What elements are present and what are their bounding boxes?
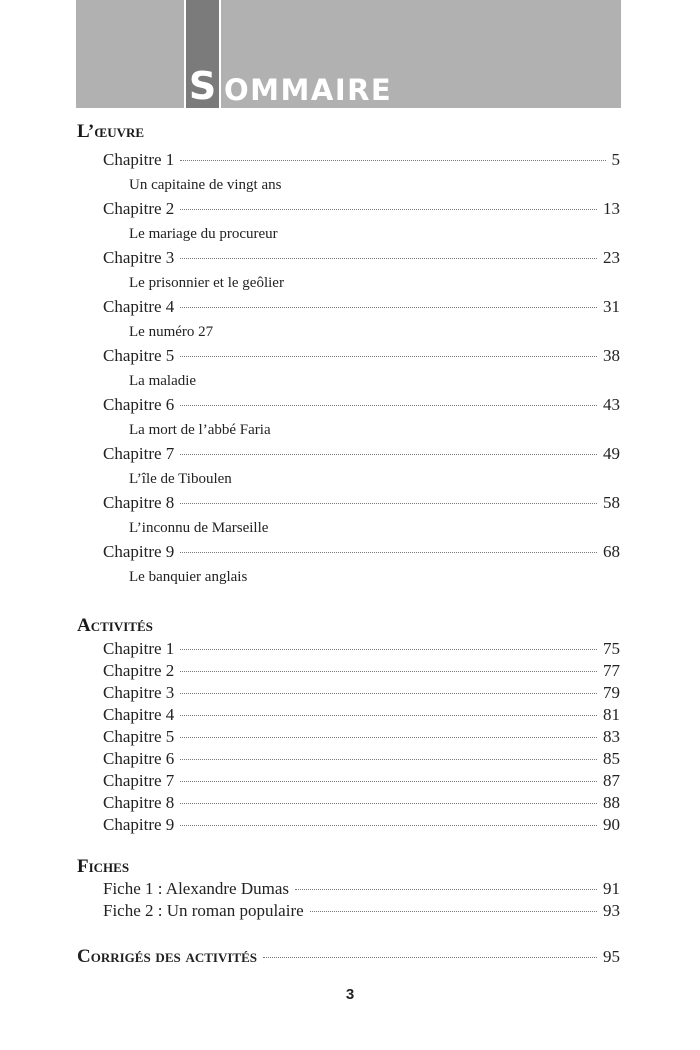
leader-dots [180,307,597,308]
toc-label: Fiche 1 : Alexandre Dumas [103,879,290,898]
toc-page: 68 [603,542,620,561]
toc-page: 43 [603,395,620,414]
toc-page: 87 [603,771,620,790]
section-title-fiches: Fiches [77,856,130,877]
toc-page: 13 [603,199,620,218]
toc-label: Chapitre 3 [103,248,175,267]
chapter-subtitle: La maladie [129,373,197,389]
toc-page: 81 [603,705,620,724]
toc-label: Chapitre 7 [103,444,175,463]
leader-dots [180,405,597,406]
toc-page: 58 [603,493,620,512]
toc-page: 91 [603,879,620,898]
leader-dots [180,803,597,804]
leader-dots [180,649,597,650]
chapter-subtitle: Un capitaine de vingt ans [129,177,282,193]
toc-row[interactable] [103,443,620,465]
leader-dots [180,759,597,760]
toc-label: Chapitre 9 [103,815,175,834]
toc-page: 95 [603,947,620,966]
toc-row[interactable] [103,247,620,269]
leader-dots [180,737,597,738]
toc-row[interactable] [103,814,620,836]
toc-page: 93 [603,901,620,920]
toc-label: Corrigés des activités [77,946,257,967]
leader-dots [180,781,597,782]
toc-row[interactable] [103,770,620,792]
toc-label: Chapitre 4 [103,297,175,316]
toc-row[interactable] [103,726,620,748]
page-number: 3 [345,986,355,1003]
toc-page: 85 [603,749,620,768]
title-initial: S [188,64,217,108]
leader-dots [310,911,597,912]
section-title-activites: Activités [77,615,153,636]
toc-label: Chapitre 4 [103,705,175,724]
toc-label: Chapitre 1 [103,639,175,658]
toc-label: Chapitre 1 [103,150,175,169]
toc-label: Chapitre 7 [103,771,175,790]
leader-dots [180,356,597,357]
leader-dots [180,671,597,672]
toc-row[interactable] [103,541,620,563]
leader-dots [180,715,597,716]
toc-page: 38 [603,346,620,365]
leader-dots [180,160,605,161]
toc-page: 23 [603,248,620,267]
leader-dots [263,957,597,958]
toc-label: Chapitre 2 [103,661,175,680]
toc-row[interactable] [103,900,620,922]
toc-label: Chapitre 5 [103,727,175,746]
leader-dots [180,454,597,455]
section-title-oeuvre: L’œuvre [77,121,145,142]
toc-row[interactable] [103,394,620,416]
toc-label: Chapitre 8 [103,493,175,512]
toc-row[interactable] [103,682,620,704]
toc-label: Chapitre 8 [103,793,175,812]
toc-label: Chapitre 3 [103,683,175,702]
toc-row[interactable] [103,704,620,726]
toc-page: 49 [603,444,620,463]
toc-label: Chapitre 2 [103,199,175,218]
leader-dots [295,889,597,890]
page-title: OMMAIRE [224,73,393,107]
chapter-subtitle: Le banquier anglais [129,569,248,585]
leader-dots [180,552,597,553]
toc-page: 5 [611,150,620,169]
leader-dots [180,258,597,259]
chapter-subtitle: Le prisonnier et le geôlier [129,275,284,291]
toc-label: Fiche 2 : Un roman populaire [103,901,304,920]
leader-dots [180,825,597,826]
toc-row[interactable] [103,345,620,367]
chapter-subtitle: L’île de Tiboulen [129,471,232,487]
toc-label: Chapitre 6 [103,395,175,414]
toc-label: Chapitre 5 [103,346,175,365]
toc-label: Chapitre 6 [103,749,175,768]
toc-row[interactable] [103,296,620,318]
toc-page: 77 [603,661,620,680]
toc-label: Chapitre 9 [103,542,175,561]
title-banner [76,0,621,108]
toc-page: 75 [603,639,620,658]
toc-page: 83 [603,727,620,746]
toc-row[interactable] [103,198,620,220]
chapter-subtitle: Le numéro 27 [129,324,214,340]
toc-page: 88 [603,793,620,812]
leader-dots [180,503,597,504]
toc-row[interactable] [103,748,620,770]
toc-row-corriges[interactable] [77,946,620,968]
toc-page: 90 [603,815,620,834]
toc-row[interactable] [103,492,620,514]
chapter-subtitle: L’inconnu de Marseille [129,520,269,536]
leader-dots [180,209,597,210]
toc-page: 31 [603,297,620,316]
leader-dots [180,693,597,694]
toc-page: 79 [603,683,620,702]
toc-row[interactable] [103,878,620,900]
toc-row[interactable] [103,149,620,171]
toc-row[interactable] [103,660,620,682]
toc-row[interactable] [103,638,620,660]
chapter-subtitle: Le mariage du procureur [129,226,278,242]
chapter-subtitle: La mort de l’abbé Faria [129,422,271,438]
toc-row[interactable] [103,792,620,814]
